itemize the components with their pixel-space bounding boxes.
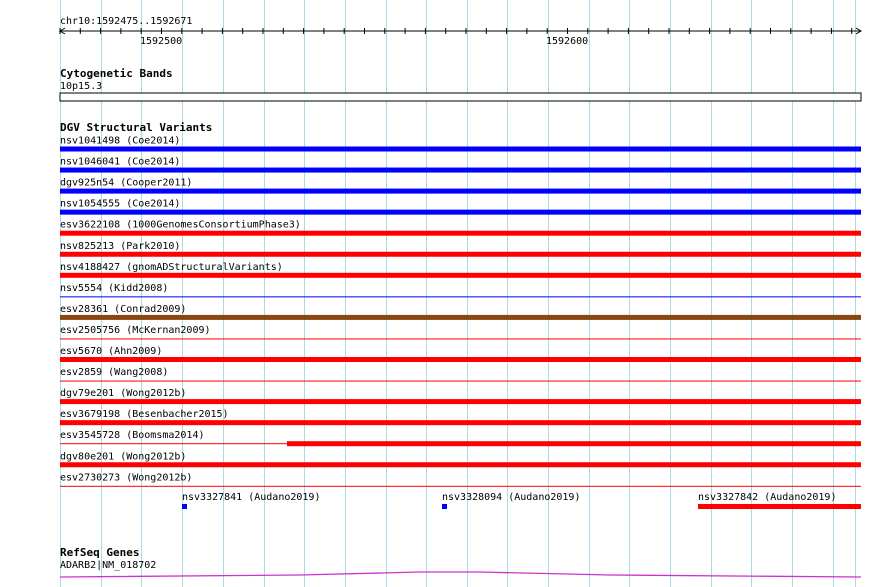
dgv-variant[interactable]: [60, 241, 861, 257]
variant-label[interactable]: esv28361 (Conrad2009): [60, 303, 187, 315]
variant-mark[interactable]: [182, 504, 187, 509]
dgv-small-variant[interactable]: [182, 492, 320, 509]
track-title-dgv: DGV Structural Variants: [60, 121, 213, 134]
variant-bar[interactable]: [60, 210, 861, 215]
variant-label[interactable]: nsv3327842 (Audano2019): [698, 492, 837, 503]
dgv-track: [60, 121, 861, 509]
variant-bar[interactable]: [287, 441, 861, 446]
variant-label[interactable]: esv3679198 (Besenbacher2015): [60, 409, 229, 421]
track-title-refseq: RefSeq Genes: [60, 546, 140, 559]
variant-label[interactable]: esv3545728 (Boomsma2014): [60, 430, 205, 442]
variant-label[interactable]: esv2505756 (McKernan2009): [60, 324, 211, 336]
variant-bar[interactable]: [60, 462, 861, 467]
dgv-variant[interactable]: [60, 178, 861, 194]
ruler-tick-label: 1592600: [546, 36, 589, 47]
variant-bar[interactable]: [60, 273, 861, 278]
variant-line[interactable]: [60, 486, 861, 487]
gene-feature[interactable]: [60, 572, 861, 577]
variant-bar[interactable]: [60, 357, 861, 362]
ruler-location: chr10:1592475..1592671: [60, 16, 193, 27]
variant-bar[interactable]: [60, 147, 861, 152]
dgv-variant[interactable]: [60, 409, 861, 425]
variant-bar[interactable]: [60, 399, 861, 404]
variant-label[interactable]: dgv80e201 (Wong2012b): [60, 451, 187, 463]
variant-line[interactable]: [60, 338, 861, 339]
dgv-variant[interactable]: [60, 220, 861, 236]
variant-label[interactable]: esv2859 (Wang2008): [60, 367, 169, 379]
dgv-variant[interactable]: [60, 199, 861, 215]
refseq-track[interactable]: [60, 546, 861, 577]
dgv-variant[interactable]: [60, 451, 861, 467]
variant-label[interactable]: nsv3328094 (Audano2019): [442, 492, 581, 503]
variant-line[interactable]: [60, 443, 287, 444]
variant-label[interactable]: nsv5554 (Kidd2008): [60, 282, 169, 294]
variant-label[interactable]: esv5670 (Ahn2009): [60, 346, 163, 357]
dgv-variant[interactable]: [60, 262, 861, 278]
variant-bar[interactable]: [60, 252, 861, 257]
variant-label[interactable]: nsv1041498 (Coe2014): [60, 135, 181, 147]
variant-bar[interactable]: [60, 168, 861, 173]
ruler: [60, 16, 861, 47]
cytoband-block[interactable]: [60, 93, 861, 101]
track-title-cytoband: Cytogenetic Bands: [60, 67, 173, 80]
ruler-tick-label: 1592500: [140, 36, 183, 47]
variant-bar[interactable]: [60, 420, 861, 425]
gene-label[interactable]: ADARB2|NM_018702: [60, 560, 157, 571]
dgv-variant-rows: [60, 136, 861, 487]
dgv-small-variants: [182, 492, 861, 509]
dgv-variant[interactable]: [60, 325, 861, 340]
variant-label[interactable]: nsv1054555 (Coe2014): [60, 198, 181, 210]
variant-bar[interactable]: [60, 315, 861, 320]
variant-bar[interactable]: [698, 504, 861, 509]
variant-label[interactable]: dgv925n54 (Cooper2011): [60, 177, 193, 189]
cytoband-track[interactable]: [60, 67, 861, 101]
cytoband-label[interactable]: 10p15.3: [60, 81, 103, 92]
dgv-variant[interactable]: [60, 346, 861, 362]
variant-bar[interactable]: [60, 189, 861, 194]
dgv-small-variant[interactable]: [698, 492, 861, 509]
dgv-variant[interactable]: [60, 157, 861, 173]
variant-mark[interactable]: [442, 504, 447, 509]
dgv-variant[interactable]: [60, 430, 861, 446]
dgv-variant[interactable]: [60, 472, 861, 487]
variant-label[interactable]: nsv1046041 (Coe2014): [60, 156, 181, 168]
dgv-variant[interactable]: [60, 283, 861, 298]
dgv-variant[interactable]: [60, 367, 861, 382]
variant-label[interactable]: nsv4188427 (gnomADStructuralVariants): [60, 261, 283, 273]
variant-line[interactable]: [60, 296, 861, 297]
dgv-small-variant[interactable]: [442, 492, 580, 509]
dgv-variant[interactable]: [60, 136, 861, 152]
variant-label[interactable]: esv2730273 (Wong2012b): [60, 472, 193, 484]
variant-label[interactable]: esv3622108 (1000GenomesConsortiumPhase3): [60, 219, 301, 231]
dgv-variant[interactable]: [60, 388, 861, 404]
variant-label[interactable]: nsv3327841 (Audano2019): [182, 492, 321, 503]
variant-line[interactable]: [60, 381, 861, 382]
variant-label[interactable]: dgv79e201 (Wong2012b): [60, 388, 187, 400]
dgv-variant[interactable]: [60, 304, 861, 320]
variant-label[interactable]: nsv825213 (Park2010): [60, 240, 181, 252]
variant-bar[interactable]: [60, 231, 861, 236]
